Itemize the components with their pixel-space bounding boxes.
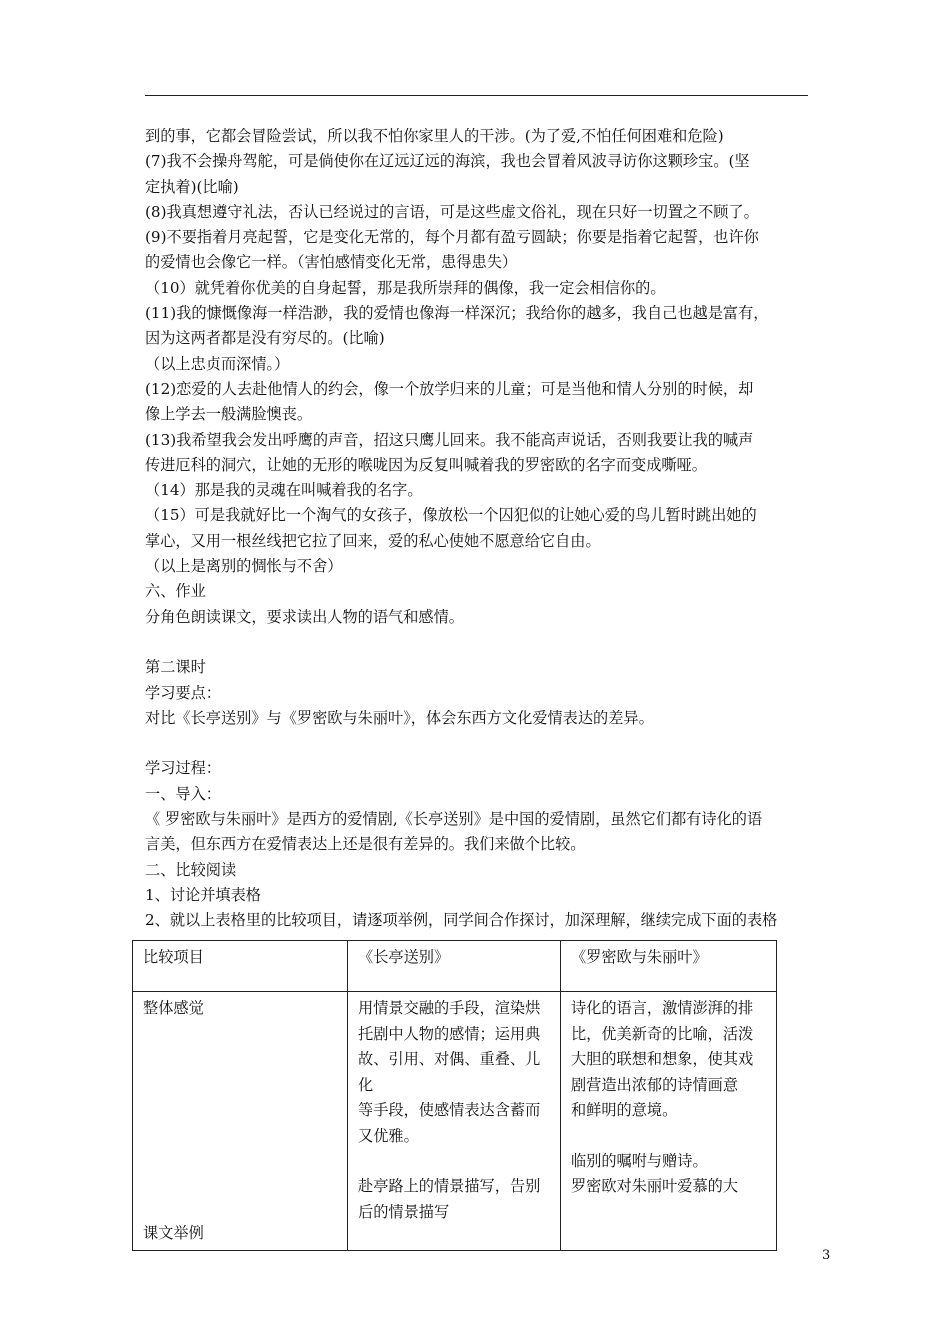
table-header-row [133,941,777,992]
text-line: 言美，但东西方在爱情表达上还是很有差异的。我们来做个比较。 [145,835,586,854]
cell-line: 故、引用、对偶、重叠、儿化 [358,1050,541,1094]
text-line: （以上是离别的惆怅与不舍） [145,557,343,576]
document-body [145,124,815,934]
cell-line: 大胆的联想和想象，使其戏 [570,1050,754,1068]
text-line: 分角色朗读课文，要求读出人物的语气和感情。 [145,607,464,626]
changting-cell [348,992,561,1251]
text-line: 第二课时 [145,658,206,677]
cell-line: 剧营造出浓郁的诗情画意 [570,1075,739,1094]
text-line: 到的事，它都会冒险尝试，所以我不怕你家里人的干涉。(为了爱,不怕任何困难和危险) [145,127,724,145]
cell-line: 等手段，使感情表达含蓄而 [358,1101,541,1119]
cell-line: 临别的嘱咐与赠诗。 [570,1151,708,1170]
text-line: 定执着)(比喻) [145,177,239,196]
text-line: 学习过程： [145,759,221,778]
text-line: 一、导入： [145,784,221,803]
cell-gap [571,1124,766,1149]
text-line: 传进厄科的洞穴，让她的无形的喉咙因为反复叫喊着我的罗密欧的名字而变成嘶哑。 [145,455,707,474]
text-line: (11)我的慷慨像海一样浩渺，我的爱情也像海一样深沉；我给你的越多，我自己也越是富有， [145,304,769,323]
cell-line: 罗密欧对朱丽叶爱慕的大 [570,1177,739,1195]
blank-line [145,731,815,756]
text-line: 因为这两者都是没有穷尽的。(比喻) [145,329,385,348]
row-label-examples: 课文举例 [143,1223,204,1242]
cell-line: 用情景交融的手段，渲染烘 [358,999,541,1017]
cell-line: 和鲜明的意境。 [570,1101,678,1119]
cell-line: 诗化的语言，激情澎湃的排 [570,999,754,1017]
text-line: 像上学去一般满脸懊丧。 [145,405,313,424]
text-line: (8)我真想遵守礼法，否认已经说过的言语，可是这些虚文俗礼，现在只好一切置之不顾了。 [145,202,759,221]
cell-line: 又优雅。 [358,1126,419,1145]
text-line: 1、讨论并填表格 [145,885,261,904]
text-line: （15）可是我就好比一个淘气的女孩子，像放松一个囚犯似的让她心爱的鸟儿暂时跳出她的 [145,506,757,525]
header-compare-item: 比较项目 [133,941,348,992]
text-line: 的爱情也会像它一样。（害怕感情变化无常，患得患失） [145,253,518,272]
text-line: 对比《长亭送别》与《罗密欧与朱丽叶》，体会东西方文化爱情表达的差异。 [145,708,654,727]
text-line: （10）就凭着你优美的自身起誓，那是我所崇拜的偶像，我一定会相信你的。 [145,278,666,297]
cell-gap [358,1149,550,1174]
row-label-overall: 整体感觉 [143,999,204,1017]
table-row [133,992,777,1251]
text-line: 2、就以上表格里的比较项目，请逐项举例，同学间合作探讨，加深理解，继续完成下面的表格 [145,911,778,930]
cell-line: 赴亭路上的情景描写，告别 [358,1177,541,1195]
blank-line [145,630,815,655]
header-romeo-juliet: 《罗密欧与朱丽叶》 [560,941,776,992]
text-line: 二、比较阅读 [145,860,237,879]
text-line: 掌心，又用一根丝线把它拉了回来，爱的私心使她不愿意给它自由。 [145,531,601,550]
text-line: 六、作业 [145,582,206,601]
row-label-cell [133,992,348,1251]
text-line: (12)恋爱的人去赴他情人的约会，像一个放学归来的儿童；可是当他和情人分别的时候，却 [145,379,754,398]
header-rule [145,95,808,96]
cell-line: 托剧中人物的感情；运用典 [358,1024,541,1043]
cell-line: 后的情景描写 [358,1202,450,1221]
text-line: (13)我希望我会发出呼鹰的声音，招这只鹰儿回来。我不能高声说话，否则我要让我的喊声 [145,430,754,449]
text-line: （以上忠贞而深情。） [145,354,290,373]
comparison-table [132,940,777,1251]
text-line: 《 罗密欧与朱丽叶》是西方的爱情剧,《长亭送别》是中国的爱情剧，虽然它们都有诗化的语 [145,810,763,829]
text-line: (7)我不会操舟驾舵，可是倘使你在辽远辽远的海滨，我也会冒着风波寻访你这颗珍宝。(坚 [145,152,750,171]
text-line: (9)不要指着月亮起誓，它是变化无常的，每个月都有盈亏圆缺；你要是指着它起誓，也许你 [145,228,759,247]
text-line: （14）那是我的灵魂在叫喊着我的名字。 [145,481,423,500]
header-changting: 《长亭送别》 [348,941,561,992]
cell-line: 比，优美新奇的比喻，活泼 [570,1024,754,1043]
page-number: 3 [822,1248,831,1263]
romeo-juliet-cell [560,992,776,1251]
text-line: 学习要点： [145,683,221,702]
